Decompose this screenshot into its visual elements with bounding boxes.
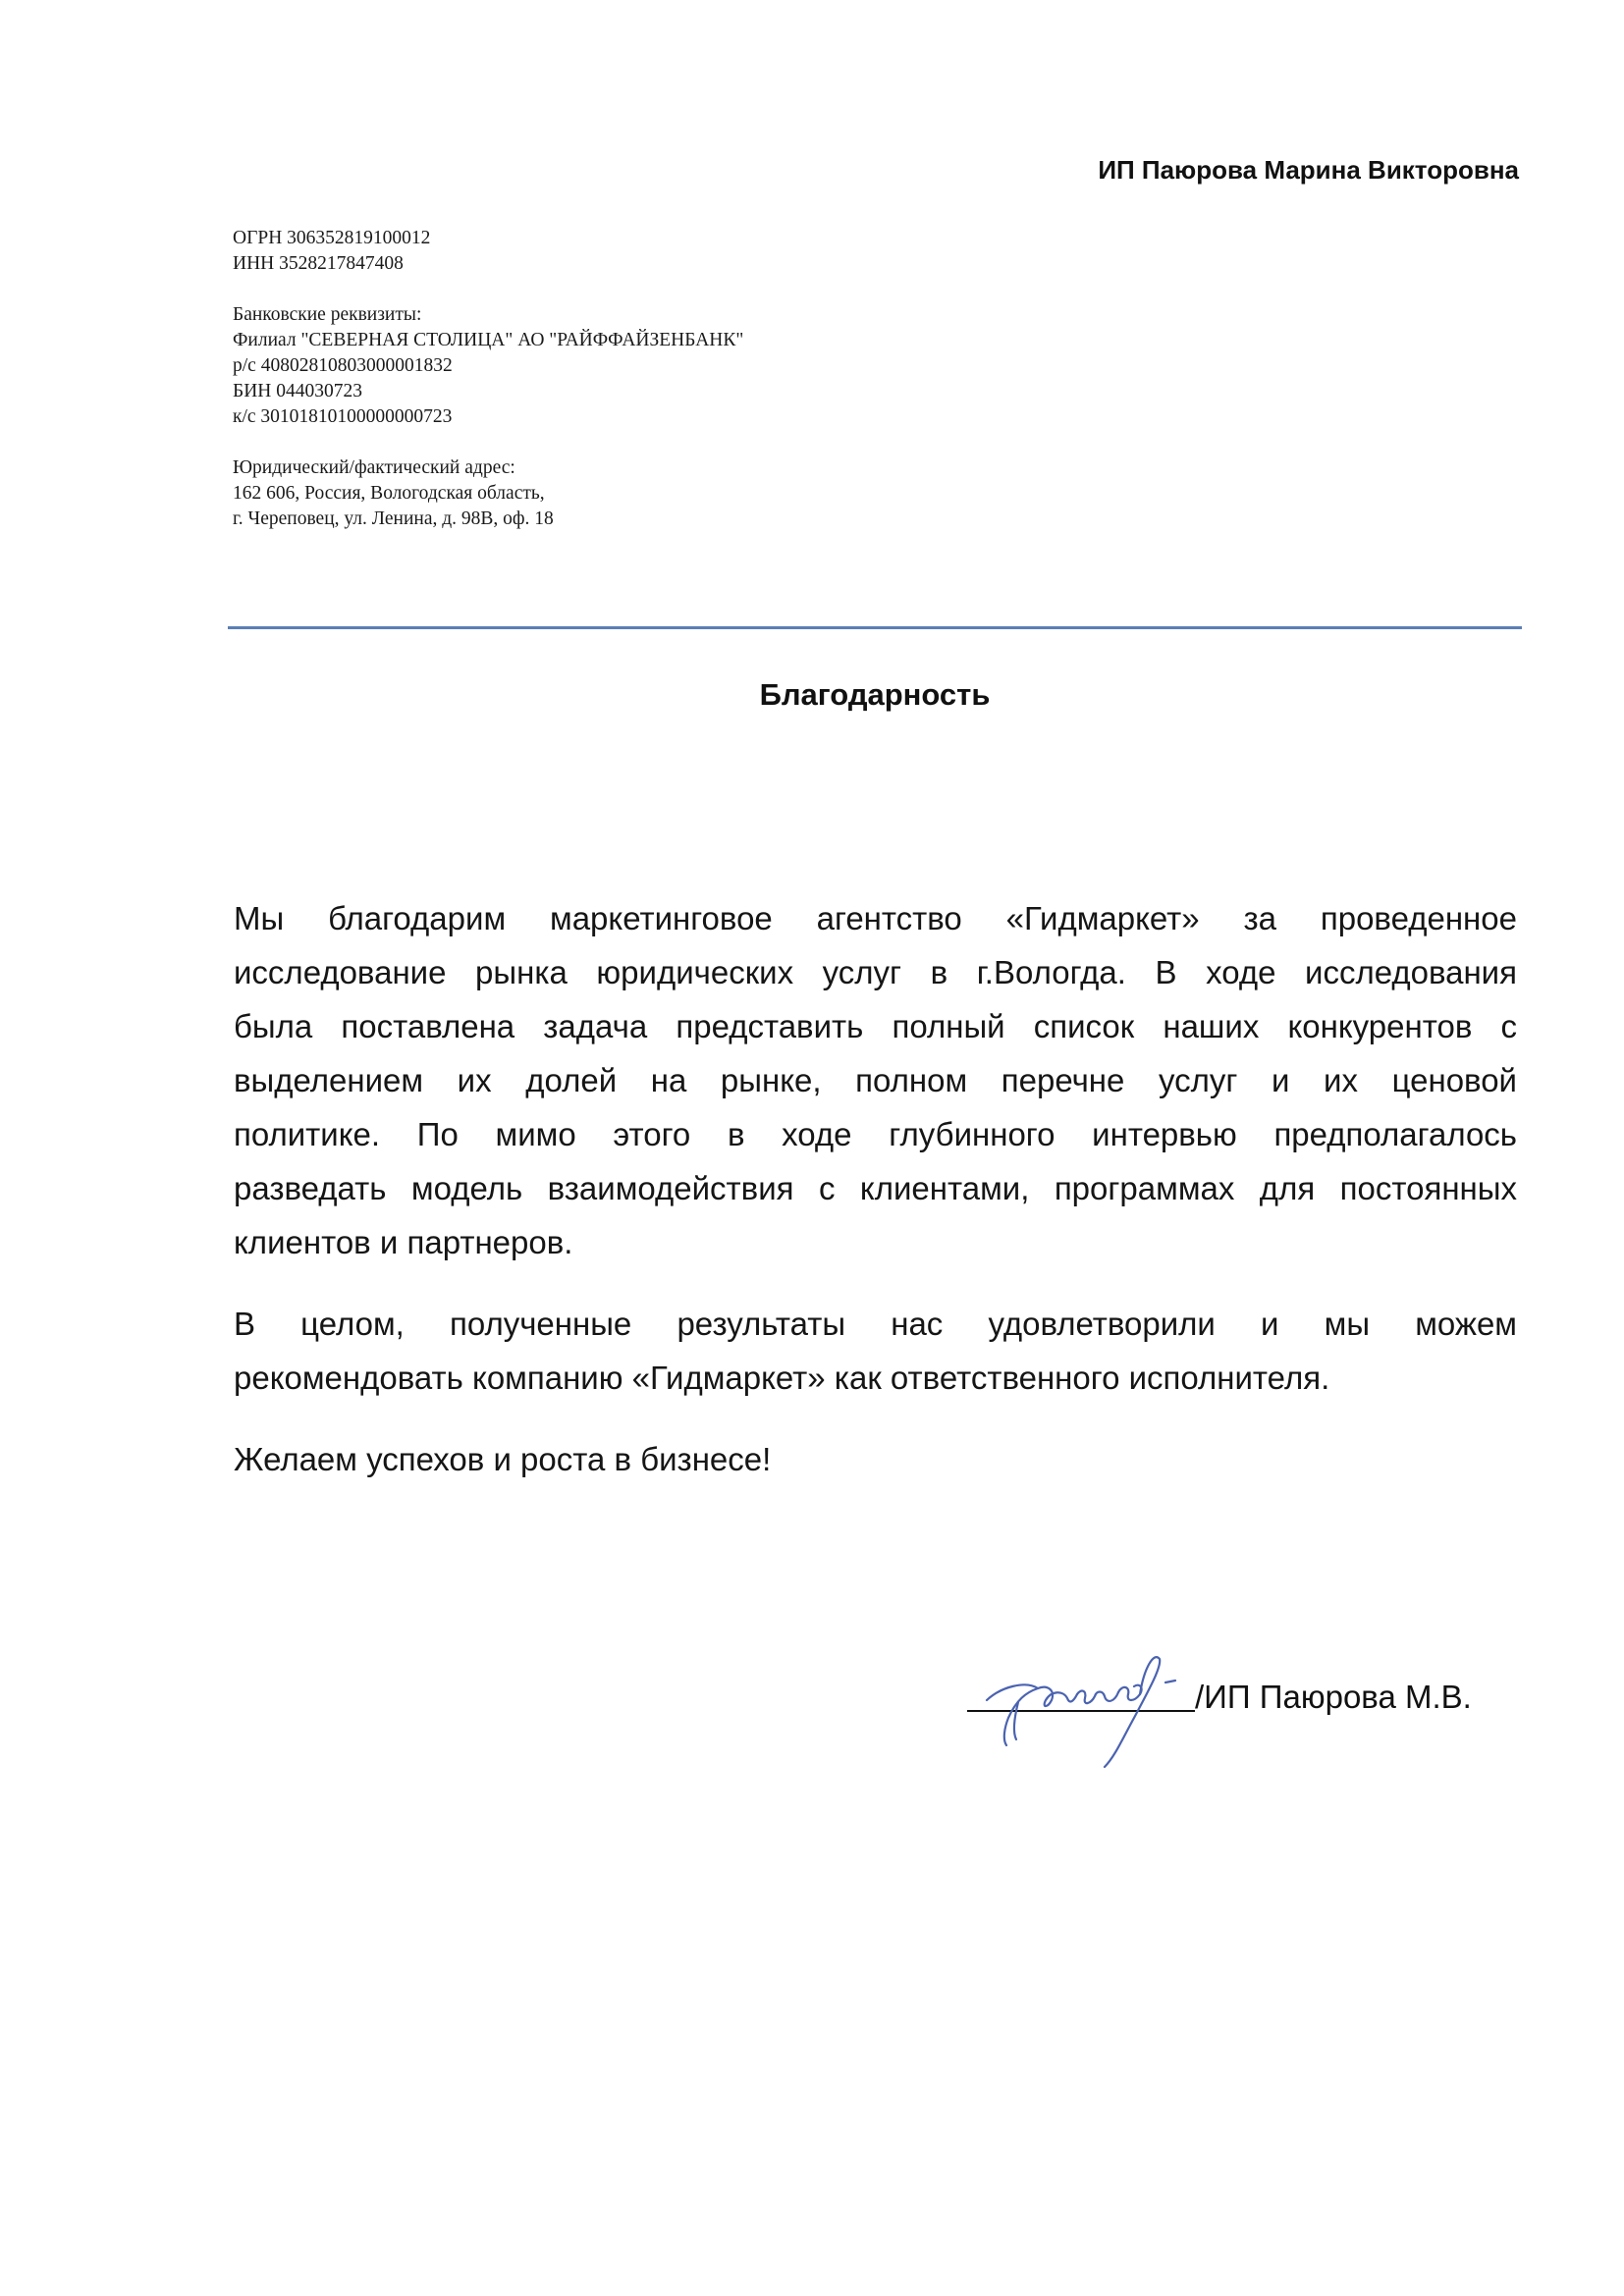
paragraph-2 (234, 1297, 1517, 1405)
company-name: ИП Паюрова Марина Викторовна (1098, 155, 1519, 185)
paragraph-1-line: выделением их долей на рынке, полном перечне услуг и их ценовой (234, 1062, 1517, 1098)
document-title: Благодарность (759, 677, 991, 712)
paragraph-1 (234, 891, 1517, 1269)
requisites-block (233, 226, 743, 532)
address-line-1: 162 606, Россия, Вологодская область, (233, 483, 545, 504)
address-title: Юридический/фактический адрес: (233, 457, 515, 478)
closing-text: Желаем успехов и роста в бизнесе! (234, 1441, 772, 1477)
signature-block (957, 1629, 1527, 1787)
settlement-account: р/с 40802810803000001832 (233, 355, 453, 376)
handwritten-signature (957, 1629, 1213, 1787)
correspondent-account: к/с 30101810100000000723 (233, 406, 453, 427)
signatory-name: /ИП Паюрова М.В. (1195, 1679, 1472, 1715)
paragraph-2-line: рекомендовать компанию «Гидмаркет» как ответственного исполнителя. (234, 1360, 1330, 1396)
paragraph-1-line: Мы благодарим маркетинговое агентство «Гидмаркет» за проведенное (234, 900, 1517, 936)
inn-line: ИНН 3528217847408 (233, 253, 404, 274)
ogrn-line: ОГРН 306352819100012 (233, 228, 431, 248)
bik-line: БИН 044030723 (233, 381, 362, 401)
bank-title: Банковские реквизиты: (233, 304, 422, 325)
closing-line (234, 1432, 1517, 1486)
header-divider (228, 626, 1522, 629)
paragraph-1-line: исследование рынка юридических услуг в г.Вологда. В ходе исследования (234, 954, 1517, 990)
paragraph-1-line: клиентов и партнеров. (234, 1224, 573, 1260)
bank-branch: Филиал "СЕВЕРНАЯ СТОЛИЦА" АО "РАЙФФАЙЗЕНБАНК" (233, 330, 744, 350)
letter-body (234, 891, 1517, 1514)
paragraph-1-line: была поставлена задача представить полный список наших конкурентов с (234, 1008, 1517, 1044)
address-line-2: г. Череповец, ул. Ленина, д. 98В, оф. 18 (233, 508, 554, 529)
paragraph-2-line: В целом, полученные результаты нас удовлетворили и мы можем (234, 1306, 1517, 1342)
paragraph-1-line: политике. По мимо этого в ходе глубинного интервью предполагалось (234, 1116, 1517, 1152)
paragraph-1-line: разведать модель взаимодействия с клиентами, программах для постоянных (234, 1170, 1517, 1206)
